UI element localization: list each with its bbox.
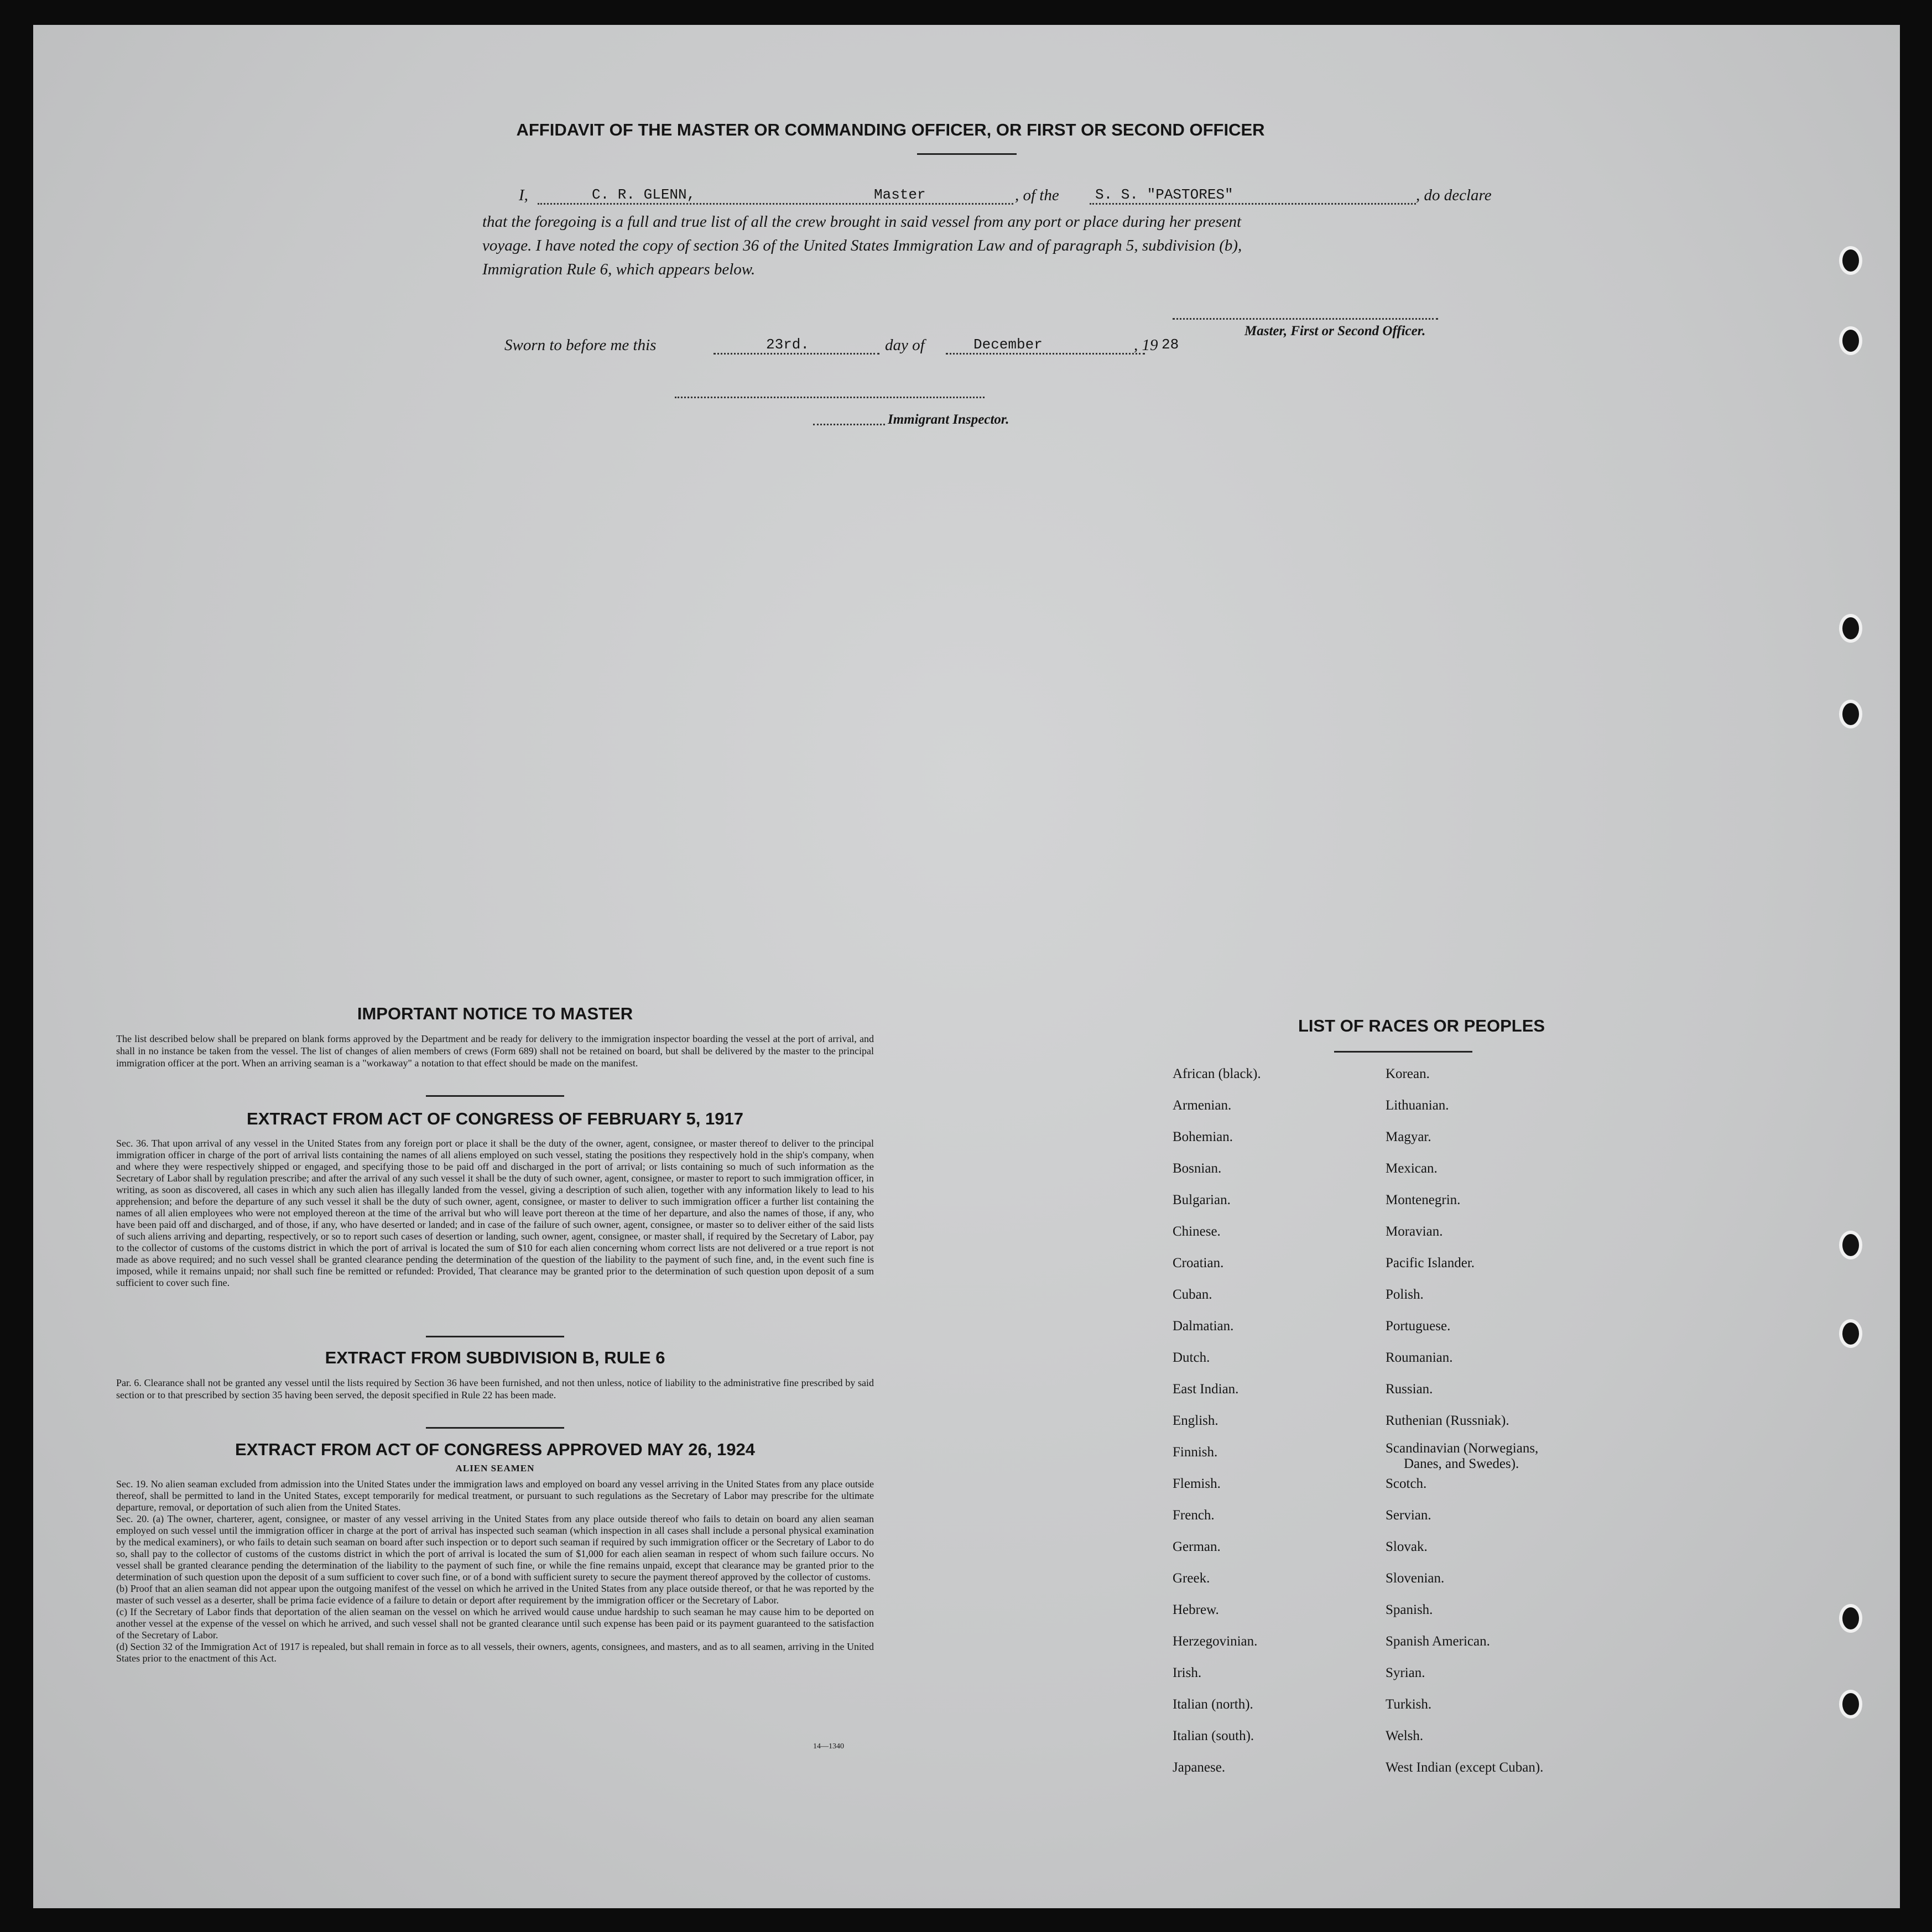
affidavit-line-3: voyage. I have noted the copy of section 36 of the United States Immigration Law and of paragraph 5, subdivision (b),	[482, 237, 1242, 254]
punch-hole	[1839, 326, 1862, 355]
race-item: Hebrew.	[1173, 1602, 1219, 1617]
sec-20a-paragraph: Sec. 20. (a) The owner, charterer, agent, consignee, or master of any vessel arriving in the United States from any place outside thereof who fails to detain on board any alien seaman employed on such vessel until the immigration officer in charge at the port of arrival has inspected such seaman (which inspection in all cases shall include a personal physical examination by the medical examiners), or who fails to detain such seaman on board after such inspection or to deport such seaman if required by such immigration officer or the Secretary of Labor to do so, shall pay to the collector of customs of the customs district in which the port of arrival is located the sum of $1,000 for each alien seaman in respect of whom such failure occurs. No vessel shall be granted clearance pending the determination of the liability to the payment of such fine, or while the fine remains unpaid, except that clearance may be granted prior to the determination of such question upon the deposit of a sum sufficient to cover such fine, or of a bond with sufficient surety to secure the payment thereof approved by the collector of customs.	[116, 1513, 874, 1582]
extract-1924-subtitle: ALIEN SEAMEN	[455, 1463, 535, 1473]
rank-value: Master	[874, 186, 926, 203]
extract-1917-title: EXTRACT FROM ACT OF CONGRESS OF FEBRUARY 5, 1917	[247, 1109, 743, 1128]
race-item: Flemish.	[1173, 1476, 1221, 1491]
race-item: Spanish.	[1386, 1602, 1433, 1617]
notice-text: The list described below shall be prepared on blank forms approved by the Department and be ready for delivery to the immigration inspector boarding the vessel at the port of arrival, and shall in no instance be taken from the vessel. The list of changes of alien members of crews (Form 689) shall not be retained on board, but shall be delivered by the master to the principal immigration officer at the port. When an arriving seaman is a "workaway" a notation to that effect should be made on the manifest.	[116, 1033, 874, 1069]
race-item: African (black).	[1173, 1066, 1261, 1081]
affidavit-line-2: that the foregoing is a full and true list of all the crew brought in said vessel from any port or place during her present	[482, 213, 1242, 231]
extract-rule6-text: Par. 6. Clearance shall not be granted any vessel until the lists required by Section 36 have been furnished, and not then unless, notice of liability to the administrative fine prescribed by said section or to that prescribed by section 35 having been served, the deposit specified in Rule 22 has been made.	[116, 1377, 874, 1400]
race-item: Bulgarian.	[1173, 1192, 1231, 1207]
race-item: Turkish.	[1386, 1697, 1432, 1712]
affidavit-line-4: Immigration Rule 6, which appears below.	[482, 261, 756, 278]
sworn-month: December	[973, 336, 1043, 353]
sec-20c-paragraph: (c) If the Secretary of Labor finds that deportation of the alien seaman on the vessel on which he arrived would cause undue hardship to such seaman he may cause him to be deported on another vessel at the expense of the vessel on which he arrived, and such vessel shall not be granted clearance until such expense has been paid or its payment guaranteed to the satisfaction of the Secretary of Labor.	[116, 1606, 874, 1641]
race-item: Pacific Islander.	[1386, 1256, 1475, 1270]
race-item: Scotch.	[1386, 1476, 1427, 1491]
of-the-label: , of the	[1015, 186, 1059, 204]
race-item: Dalmatian.	[1173, 1319, 1234, 1334]
punch-hole	[1839, 614, 1862, 643]
master-name: C. R. GLENN,	[592, 186, 696, 203]
race-item: Mexican.	[1386, 1161, 1438, 1176]
race-item: Korean.	[1386, 1066, 1430, 1081]
sworn-day-line	[714, 353, 879, 355]
sec-20b-paragraph: (b) Proof that an alien seaman did not appear upon the outgoing manifest of the vessel on which he arrived in the United States from any place outside thereof, or that he was reported by the master of such vessel as a deserter, shall be prima facie evidence of a failure to detain or deport after requirement by the immigration officer or the Secretary of Labor.	[116, 1583, 874, 1606]
race-item: Bohemian.	[1173, 1129, 1233, 1144]
year-suffix: 28	[1162, 336, 1179, 353]
race-item: Servian.	[1386, 1508, 1431, 1523]
race-item: Syrian.	[1386, 1665, 1425, 1680]
punch-hole	[1839, 1690, 1862, 1719]
signature-line	[1173, 318, 1438, 320]
race-item: Dutch.	[1173, 1350, 1210, 1365]
race-item: Ruthenian (Russniak).	[1386, 1413, 1509, 1428]
sworn-day: 23rd.	[766, 336, 810, 353]
races-divider	[1334, 1051, 1472, 1053]
race-item: Roumanian.	[1386, 1350, 1453, 1365]
race-item: Cuban.	[1173, 1287, 1212, 1302]
sec-20d-paragraph: (d) Section 32 of the Immigration Act of 1917 is repealed, but shall remain in force as to all vessels, their owners, agents, consignees, and masters, and as to all seamen, arriving in the United States prior to the enactment of this Act.	[116, 1641, 874, 1664]
signature-caption: Master, First or Second Officer.	[1244, 324, 1426, 339]
punch-hole	[1839, 1319, 1862, 1348]
race-item: Slovenian.	[1386, 1571, 1445, 1586]
punch-hole	[1839, 1604, 1862, 1633]
race-item: Magyar.	[1386, 1129, 1431, 1144]
race-item: East Indian.	[1173, 1382, 1239, 1397]
race-item: Montenegrin.	[1386, 1192, 1461, 1207]
notice-divider	[426, 1095, 564, 1097]
race-item: Finnish.	[1173, 1445, 1218, 1460]
race-item: Lithuanian.	[1386, 1098, 1449, 1113]
race-item: Polish.	[1386, 1287, 1424, 1302]
race-item: Armenian.	[1173, 1098, 1232, 1113]
day-of-label: day of	[885, 336, 925, 354]
sworn-label: Sworn to before me this	[504, 336, 657, 354]
race-item: Herzegovinian.	[1173, 1634, 1258, 1649]
punch-hole	[1839, 246, 1862, 275]
extract-rule6-title: EXTRACT FROM SUBDIVISION B, RULE 6	[325, 1348, 665, 1367]
inspector-short-line	[813, 424, 885, 425]
race-item: Welsh.	[1386, 1728, 1424, 1743]
notice-title: IMPORTANT NOTICE TO MASTER	[357, 1004, 633, 1023]
inspector-caption: Immigrant Inspector.	[888, 412, 1009, 427]
form-number: 14—1340	[813, 1742, 844, 1751]
vessel-name: S. S. "PASTORES"	[1095, 186, 1233, 203]
punch-hole	[1839, 700, 1862, 728]
inspector-line	[675, 397, 985, 398]
race-item: Portuguese.	[1386, 1319, 1451, 1334]
extract-1924-title: EXTRACT FROM ACT OF CONGRESS APPROVED MAY 26, 1924	[235, 1440, 755, 1459]
punch-hole	[1839, 1231, 1862, 1259]
race-item: German.	[1173, 1539, 1221, 1554]
race-item: Moravian.	[1386, 1224, 1443, 1239]
name-line	[538, 203, 1013, 205]
race-item: Slovak.	[1386, 1539, 1428, 1554]
sec-19-paragraph: Sec. 19. No alien seaman excluded from admission into the United States under the immigration laws and employed on board any vessel arriving in the United States from any place outside thereof, shall be permitted to land in the United States, except temporarily for medical treatment, or pursuant to such regulations as the Secretary of Labor may prescribe for the ultimate departure, removal, or deportation of such alien from the United States.	[116, 1478, 874, 1513]
title-divider	[917, 153, 1017, 155]
race-item: Japanese.	[1173, 1760, 1226, 1775]
race-item: Scandinavian (Norwegians,	[1386, 1441, 1539, 1456]
extract-1917-text: Sec. 36. That upon arrival of any vessel in the United States from any foreign port or place it shall be the duty of the owner, agent, consignee, or master thereof to deliver to the principal immigration officer in charge of the port of arrival lists containing the names of all aliens employed on such vessel, stating the positions they respectively hold in the ship's company, when and where they were respectively shipped or engaged, and specifying those to be paid off and discharged in the port of arrival; or lists containing so much of such information as the Secretary of Labor shall by regulation prescribe; and after the arrival of any such vessel it shall be the duty of such owner, agent, consignee, or master to report to such immigration officer, in writing, as soon as discovered, all cases in which any such alien has illegally landed from the vessel, giving a description of such alien, together with any information likely to lead to his apprehension; and before the departure of any such vessel it shall be the duty of such owner, agent, consignee, or master to deliver to such immigration officer a further list containing the names of all alien employees who were not employed thereon at the time of the arrival but who will leave port thereon at the time of her departure, and also the names of those, if any, who have been paid off and discharged, and of those, if any, who have deserted or landed; and in case of the failure of such owner, agent, consignee, or master so to deliver either of the said lists of such aliens arriving and departing, respectively, or so to report such cases of desertion or landing, such owner, agent, consignee, or master shall, if required by the Secretary of Labor, pay to the collector of customs of the customs district in which the port of arrival is located the sum of $10 for each alien concerning whom correct lists are not delivered or a true report is not made as above required; and no such vessel shall be granted clearance pending the determination of the question of the liability to the payment of such fine, and, in the event such fine is imposed, while it remains unpaid; nor shall such fine be remitted or refunded: Provided, That clearance may be granted prior to the determination of such question upon deposit of a sum sufficient to cover such fine.	[116, 1138, 874, 1288]
race-item: Bosnian.	[1173, 1161, 1222, 1176]
sworn-month-line	[946, 353, 1145, 355]
race-item: Croatian.	[1173, 1256, 1224, 1270]
race-item: West Indian (except Cuban).	[1386, 1760, 1544, 1775]
extract-rule6-divider	[426, 1427, 564, 1429]
year-prefix: , 19	[1134, 336, 1158, 354]
race-item: French.	[1173, 1508, 1215, 1523]
race-item: Chinese.	[1173, 1224, 1221, 1239]
race-item: Italian (south).	[1173, 1728, 1254, 1743]
vessel-line	[1090, 203, 1416, 205]
i-label: I,	[519, 186, 528, 204]
race-item: Italian (north).	[1173, 1697, 1253, 1712]
race-item: Spanish American.	[1386, 1634, 1490, 1649]
race-item: Irish.	[1173, 1665, 1202, 1680]
extract-1917-divider	[426, 1336, 564, 1337]
document-sheet	[33, 25, 1900, 1908]
races-title: LIST OF RACES OR PEOPLES	[1298, 1016, 1545, 1035]
race-item: Greek.	[1173, 1571, 1210, 1586]
do-declare-label: , do declare	[1416, 186, 1492, 204]
affidavit-title: AFFIDAVIT OF THE MASTER OR COMMANDING OFFICER, OR FIRST OR SECOND OFFICER	[516, 120, 1265, 139]
race-item: Danes, and Swedes).	[1404, 1456, 1519, 1471]
race-item: English.	[1173, 1413, 1218, 1428]
race-item: Russian.	[1386, 1382, 1433, 1397]
